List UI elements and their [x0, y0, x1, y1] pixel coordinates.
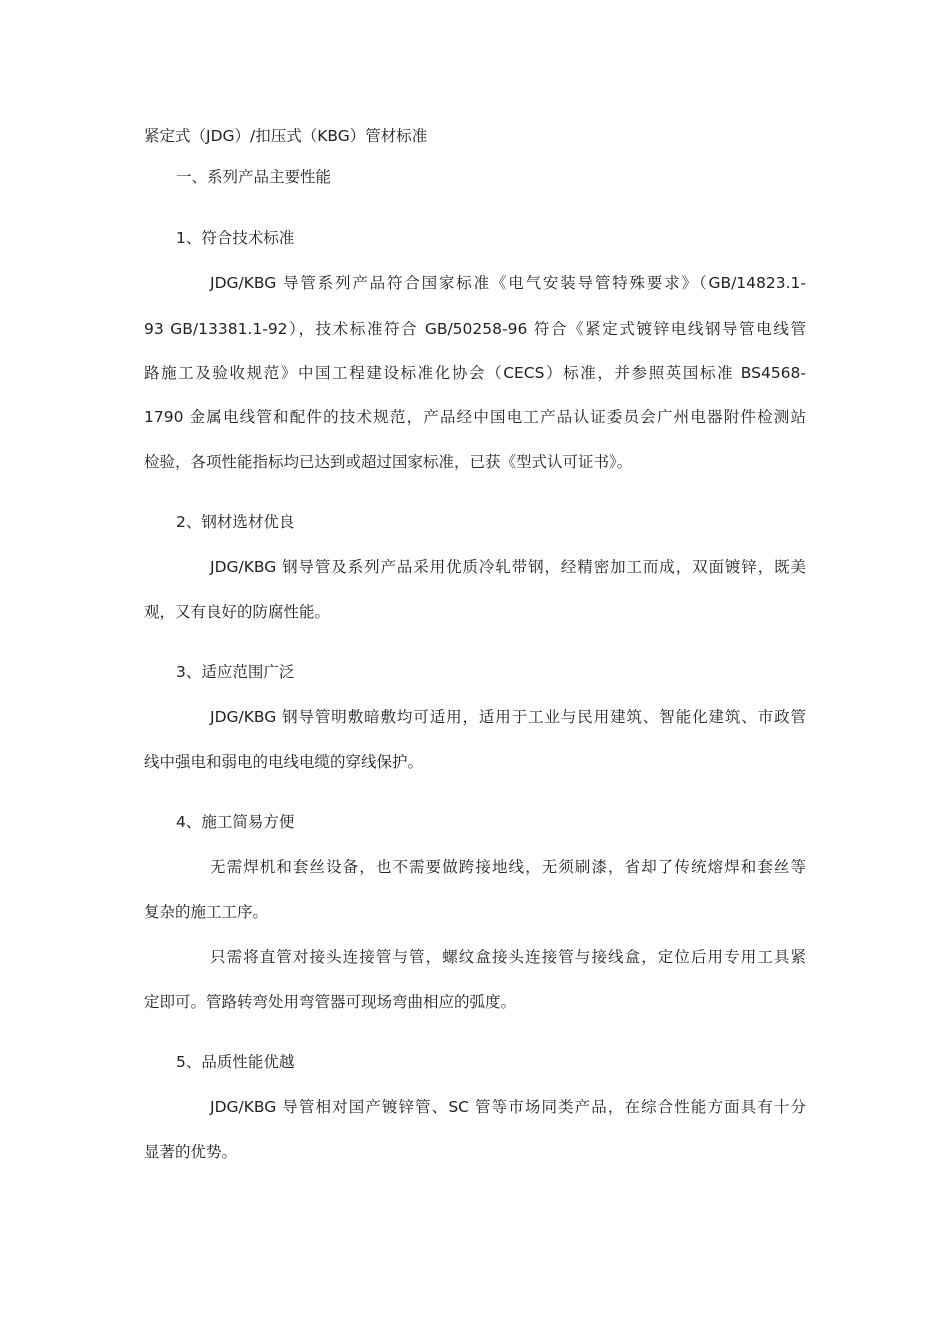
document-title: 紧定式（JDG）/扣压式（KBG）管材标准	[144, 127, 428, 145]
item-1-line-2: 93 GB/13381.1-92），技术标准符合 GB/50258-96 符合《紧定式镀锌电线钢导管电线管	[144, 320, 806, 338]
item-1-line-1: JDG/KBG 导管系列产品符合国家标准《电气安装导管特殊要求》（GB/14823.1-	[210, 274, 806, 292]
item-4-line-3: 只需将直管对接头连接管与管，螺纹盒接头连接管与接线盒，定位后用专用工具紧	[210, 948, 806, 966]
item-1-line-5: 检验，各项性能指标均已达到或超过国家标准，已获《型式认可证书》。	[144, 453, 633, 471]
item-1-line-4: 1790 金属电线管和配件的技术规范，产品经中国电工产品认证委员会广州电器附件检测站	[144, 408, 806, 426]
item-5-line-2: 显著的优势。	[144, 1143, 238, 1161]
item-4-line-4: 定即可。管路转弯处用弯管器可现场弯曲相应的弧度。	[144, 993, 517, 1011]
item-heading-5: 5、品质性能优越	[176, 1053, 295, 1071]
item-heading-2: 2、钢材选材优良	[176, 513, 295, 531]
item-heading-1: 1、符合技术标准	[176, 229, 295, 247]
item-3-line-1: JDG/KBG 钢导管明敷暗敷均可适用，适用于工业与民用建筑、智能化建筑、市政管	[210, 708, 806, 726]
item-2-line-1: JDG/KBG 钢导管及系列产品采用优质冷轧带钢，经精密加工而成，双面镀锌，既美	[210, 558, 806, 576]
item-1-line-3: 路施工及验收规范》中国工程建设标准化协会（CECS）标准，并参照英国标准 BS4568-	[144, 364, 806, 382]
item-4-line-1: 无需焊机和套丝设备，也不需要做跨接地线，无须刷漆，省却了传统熔焊和套丝等	[210, 858, 806, 876]
item-heading-4: 4、施工简易方便	[176, 813, 295, 831]
section-heading: 一、系列产品主要性能	[176, 168, 332, 186]
item-2-line-2: 观，又有良好的防腐性能。	[144, 603, 331, 621]
item-5-line-1: JDG/KBG 导管相对国产镀锌管、SC 管等市场同类产品，在综合性能方面具有十分	[210, 1098, 806, 1116]
item-heading-3: 3、适应范围广泛	[176, 663, 295, 681]
item-3-line-2: 线中强电和弱电的电线电缆的穿线保护。	[144, 753, 424, 771]
item-4-line-2: 复杂的施工工序。	[144, 903, 269, 921]
